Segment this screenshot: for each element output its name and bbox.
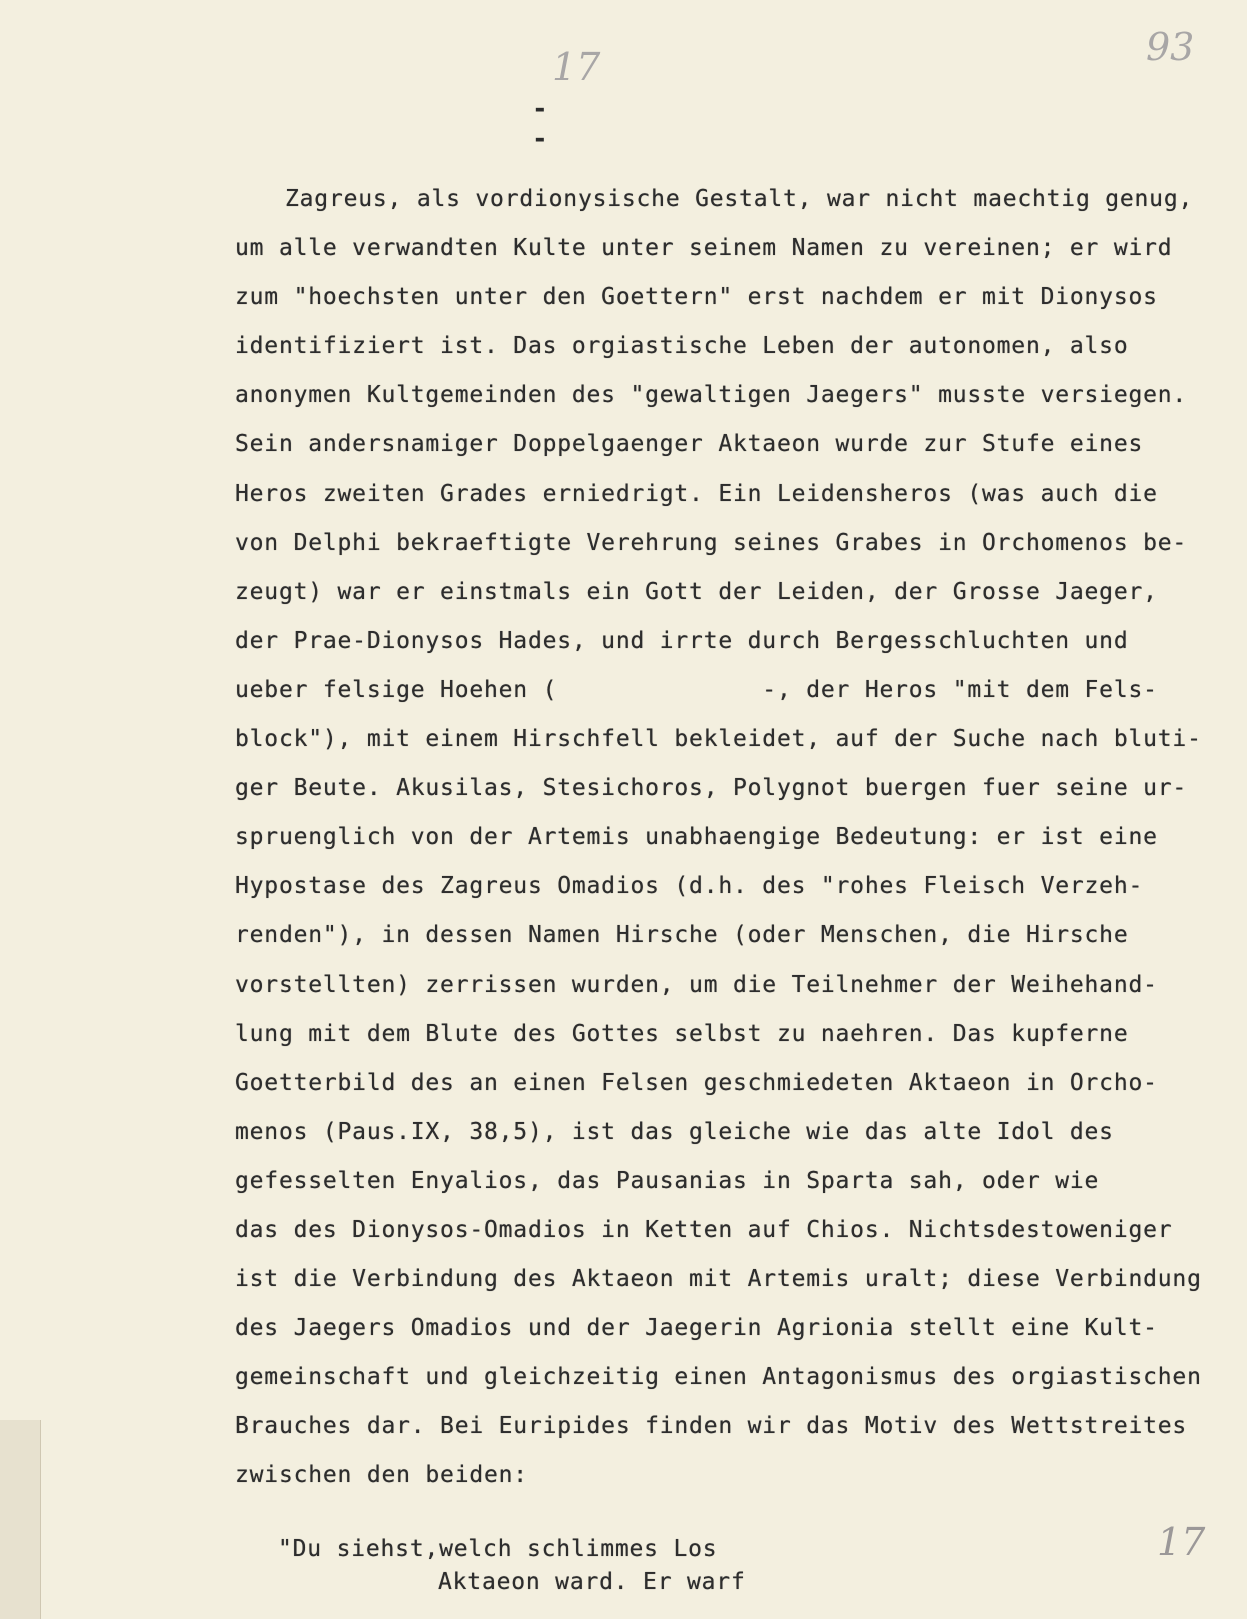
text-line: Zagreus, als vordionysische Gestalt, war nicht maechtig genug,: [285, 186, 1194, 212]
quote-line: "Du siehst,welch schlimmes Los: [278, 1536, 718, 1562]
text-line: zeugt) war er einstmals ein Gott der Leiden, der Grosse Jaeger,: [235, 578, 1158, 605]
text-line: lung mit dem Blute des Gottes selbst zu naehren. Das kupferne: [235, 1020, 1129, 1047]
text-line: Sein andersnamiger Doppelgaenger Aktaeon wurde zur Stufe eines: [235, 431, 1144, 458]
text-line: menos (Paus.IX, 38,5), ist das gleiche wie das alte Idol des: [235, 1118, 1114, 1145]
text-line: zum "hoechsten unter den Goettern" erst nachdem er mit Dionysos: [235, 284, 1158, 311]
text-line: Hypostase des Zagreus Omadios (d.h. des "rohes Fleisch Verzeh-: [235, 873, 1144, 900]
text-line: Brauches dar. Bei Euripides finden wir das Motiv des Wettstreites: [235, 1413, 1188, 1440]
text-line: renden"), in dessen Namen Hirsche (oder Menschen, die Hirsche: [235, 922, 1129, 949]
text-line: des Jaegers Omadios und der Jaegerin Agrionia stellt eine Kult-: [235, 1315, 1158, 1342]
folio-number-top-right: 93: [1146, 25, 1195, 69]
text-line: der Prae-Dionysos Hades, und irrte durch Bergesschluchten und: [235, 627, 1129, 654]
text-line: Heros zweiten Grades erniedrigt. Ein Leidensheros (was auch die: [235, 480, 1158, 507]
text-line: block"), mit einem Hirschfell bekleidet, auf der Suche nach bluti-: [235, 726, 1202, 753]
text-line: ist die Verbindung des Aktaeon mit Artemis uralt; diese Verbindung: [235, 1266, 1202, 1293]
text-line: anonymen Kultgemeinden des "gewaltigen Jaegers" musste versiegen.: [235, 382, 1188, 409]
folio-number-bottom-right: 17: [1157, 1520, 1206, 1564]
text-line: um alle verwandten Kulte unter seinem Namen zu vereinen; er wird: [235, 235, 1173, 262]
text-line: ger Beute. Akusilas, Stesichoros, Polygnot buergen fuer seine ur-: [235, 775, 1188, 802]
body-paragraph: [235, 175, 1210, 1501]
text-line: gefesselten Enyalios, das Pausanias in Sparta sah, oder wie: [235, 1167, 1100, 1194]
verse-quotation: [278, 1533, 746, 1599]
underlying-sheet-edge: [0, 1420, 41, 1619]
text-line: das des Dionysos-Omadios in Ketten auf Chios. Nichtsdestoweniger: [235, 1216, 1173, 1243]
text-line: vorstellten) zerrissen wurden, um die Teilnehmer der Weihehand-: [235, 971, 1158, 998]
text-line: ueber felsige Hoehen ( -, der Heros "mit dem Fels-: [235, 676, 1158, 703]
text-line: spruenglich von der Artemis unabhaengige Bedeutung: er ist eine: [235, 824, 1158, 851]
text-line: von Delphi bekraeftigte Verehrung seines Grabes in Orchomenos be-: [235, 529, 1188, 556]
text-line: zwischen den beiden:: [235, 1462, 528, 1489]
text-line: Goetterbild des an einen Felsen geschmiedeten Aktaeon in Orcho-: [235, 1069, 1158, 1096]
folio-number-center: 17: [552, 45, 601, 89]
page-marker: - -: [532, 94, 588, 154]
text-line: identifiziert ist. Das orgiastische Leben der autonomen, also: [235, 333, 1129, 360]
text-line: gemeinschaft und gleichzeitig einen Antagonismus des orgiastischen: [235, 1364, 1202, 1391]
quote-line: Aktaeon ward. Er warf: [438, 1569, 746, 1595]
